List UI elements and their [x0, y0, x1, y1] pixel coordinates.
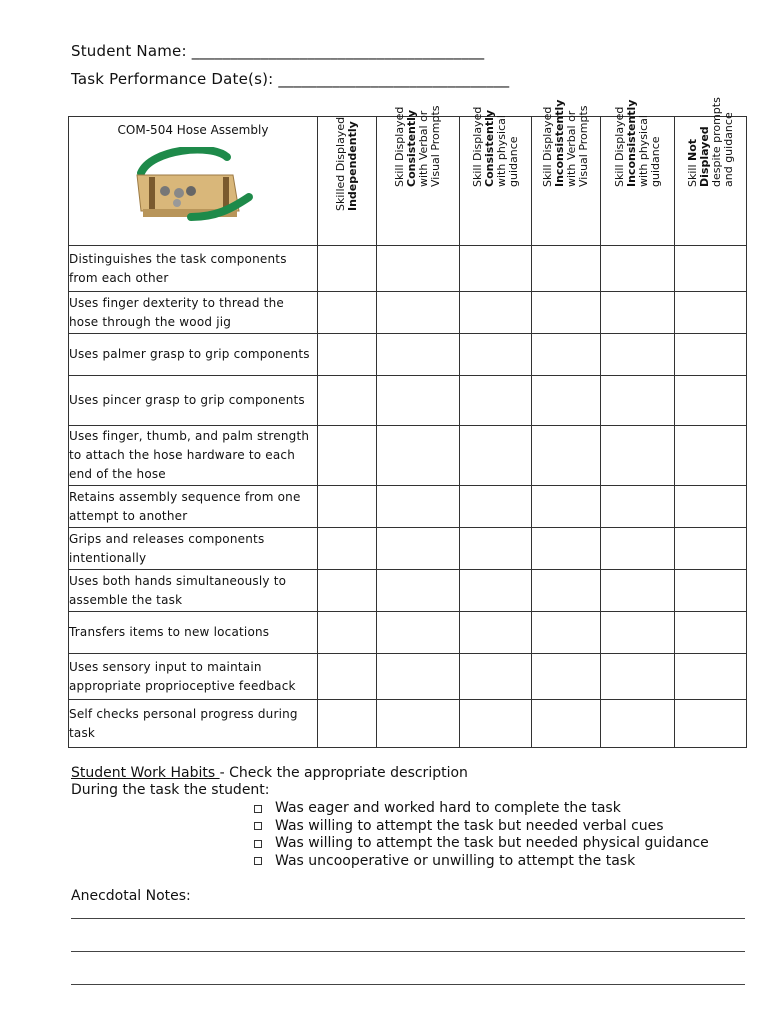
work-habits-lead: During the task the student: [71, 782, 270, 798]
habit-option[interactable] [252, 800, 709, 818]
rating-cell[interactable] [675, 612, 747, 654]
rating-cell[interactable] [532, 612, 601, 654]
rating-cell[interactable] [318, 292, 377, 334]
rating-cell[interactable] [377, 528, 460, 570]
skill-label: Distinguishes the task components from each other [69, 246, 318, 292]
column-header-line: with Verbal or [565, 110, 578, 187]
rating-cell[interactable] [601, 570, 675, 612]
column-header-line: Displayed [697, 126, 711, 187]
rating-cell[interactable] [601, 292, 675, 334]
rating-cell[interactable] [377, 426, 460, 486]
column-header-line: Skill Displayed [393, 106, 406, 187]
rating-cell[interactable] [460, 654, 532, 700]
task-date-field[interactable]: Task Performance Date(s): ______________________________ [71, 70, 510, 88]
column-header-line: Inconsistently [553, 99, 566, 187]
habit-option-label: Was uncooperative or unwilling to attempt the task [275, 852, 636, 869]
habit-option-label: Was willing to attempt the task but needed verbal cues [275, 817, 664, 834]
rating-cell[interactable] [460, 292, 532, 334]
rating-cell[interactable] [318, 570, 377, 612]
column-header-line: Independently [346, 121, 359, 211]
column-header-line: Skill Displayed [470, 106, 484, 187]
rating-cell[interactable] [675, 292, 747, 334]
rating-cell[interactable] [460, 246, 532, 292]
rating-cell[interactable] [318, 376, 377, 426]
rating-column-header [377, 105, 460, 246]
rating-cell[interactable] [601, 700, 675, 748]
hose-assembly-photo [131, 147, 256, 225]
rating-cell[interactable] [377, 486, 460, 528]
skill-label: Self checks personal progress during task [69, 700, 318, 748]
checkbox[interactable] [254, 822, 262, 830]
rating-cell[interactable] [675, 570, 747, 612]
habit-option[interactable] [252, 835, 709, 853]
rating-cell[interactable] [532, 426, 601, 486]
rating-cell[interactable] [318, 486, 377, 528]
skill-label: Uses finger dexterity to thread the hose through the wood jig [69, 292, 318, 334]
habit-option[interactable] [252, 818, 709, 836]
notes-line[interactable] [71, 951, 745, 952]
skill-label: Uses finger, thumb, and palm strength to attach the hose hardware to each end of the hose [69, 426, 318, 486]
rating-cell[interactable] [318, 654, 377, 700]
skill-label: Transfers items to new locations [69, 612, 318, 654]
rating-column-header [601, 99, 675, 246]
rating-cell[interactable] [675, 246, 747, 292]
rating-cell[interactable] [377, 570, 460, 612]
rating-cell[interactable] [601, 376, 675, 426]
rating-cell[interactable] [675, 486, 747, 528]
rating-cell[interactable] [532, 292, 601, 334]
work-habits-section [71, 765, 468, 799]
rating-cell[interactable] [460, 570, 532, 612]
rating-cell[interactable] [318, 528, 377, 570]
column-header-line: with physical [636, 115, 650, 187]
column-header-line: Consistently [482, 109, 496, 187]
skills-rubric-table [68, 97, 747, 748]
habit-option-label: Was willing to attempt the task but needed physical guidance [275, 835, 709, 851]
rating-cell[interactable] [377, 292, 460, 334]
skill-label: Retains assembly sequence from one attempt to another [69, 486, 318, 528]
column-header-line: Consistently [405, 109, 418, 187]
column-header-line: Visual Prompts [429, 105, 442, 187]
skill-row [69, 486, 747, 528]
work-habits-title: Student Work Habits [71, 765, 220, 781]
rating-cell[interactable] [377, 334, 460, 376]
rating-cell[interactable] [532, 528, 601, 570]
rating-cell[interactable] [460, 612, 532, 654]
rating-cell[interactable] [460, 528, 532, 570]
habit-option[interactable] [252, 853, 709, 871]
rating-cell[interactable] [318, 612, 377, 654]
rating-cell[interactable] [318, 700, 377, 748]
rating-cell[interactable] [532, 654, 601, 700]
column-header-line: Skill Displayed [541, 106, 554, 187]
rating-cell[interactable] [675, 528, 747, 570]
rating-cell[interactable] [532, 334, 601, 376]
rating-cell[interactable] [460, 334, 532, 376]
checkbox[interactable] [254, 805, 262, 813]
rating-cell[interactable] [460, 486, 532, 528]
skill-label: Uses both hands simultaneously to assemble the task [69, 570, 318, 612]
work-habits-options [252, 800, 709, 870]
rating-cell[interactable] [318, 426, 377, 486]
skill-row [69, 334, 747, 376]
column-header-line: Skill Not [685, 138, 699, 187]
rating-cell[interactable] [601, 426, 675, 486]
work-habits-instruction: - Check the appropriate description [219, 765, 468, 781]
column-header-line: and guidance [721, 112, 735, 187]
skill-row [69, 246, 747, 292]
skill-row [69, 612, 747, 654]
skill-label: Grips and releases components intentionally [69, 528, 318, 570]
rating-cell[interactable] [377, 612, 460, 654]
checkbox[interactable] [254, 857, 262, 865]
rating-cell[interactable] [532, 570, 601, 612]
rating-column-header [532, 99, 601, 246]
rating-cell[interactable] [460, 376, 532, 426]
skill-row [69, 292, 747, 334]
column-header-line: Skill Displayed [612, 106, 626, 187]
rating-cell[interactable] [601, 528, 675, 570]
skill-row [69, 426, 747, 486]
notes-line[interactable] [71, 918, 745, 919]
column-header-line: Visual Prompts [577, 105, 590, 187]
rating-cell[interactable] [532, 376, 601, 426]
rating-cell[interactable] [532, 246, 601, 292]
rating-cell[interactable] [318, 334, 377, 376]
skill-label: Uses sensory input to maintain appropriate proprioceptive feedback [69, 654, 318, 700]
rubric-title-cell [69, 117, 318, 246]
skill-row [69, 654, 747, 700]
skill-row [69, 570, 747, 612]
rating-cell[interactable] [318, 246, 377, 292]
rating-cell[interactable] [377, 376, 460, 426]
column-header-line: guidance [648, 136, 662, 187]
rating-cell[interactable] [532, 486, 601, 528]
rating-cell[interactable] [601, 654, 675, 700]
skill-label: Uses palmer grasp to grip components [69, 334, 318, 376]
skill-row [69, 528, 747, 570]
rating-column-header [460, 106, 532, 246]
rating-cell[interactable] [675, 334, 747, 376]
column-header-line: with physical [494, 115, 508, 187]
rating-cell[interactable] [377, 654, 460, 700]
rating-column-header [675, 97, 747, 246]
rating-cell[interactable] [675, 426, 747, 486]
column-header-line: Inconsistently [624, 99, 638, 187]
checkbox[interactable] [254, 840, 262, 848]
column-header-line: despite prompts [709, 97, 723, 187]
habit-option-label: Was eager and worked hard to complete the task [275, 800, 621, 816]
rating-cell[interactable] [460, 700, 532, 748]
rating-cell[interactable] [532, 700, 601, 748]
rating-cell[interactable] [675, 654, 747, 700]
notes-line[interactable] [71, 984, 745, 985]
rating-cell[interactable] [377, 246, 460, 292]
student-name-field[interactable]: Student Name: ______________________________________ [71, 42, 485, 60]
column-header-line: with Verbal or [417, 110, 430, 187]
rating-cell[interactable] [675, 700, 747, 748]
rubric-title: COM-504 Hose Assembly [117, 123, 269, 137]
rating-cell[interactable] [601, 486, 675, 528]
rating-cell[interactable] [460, 426, 532, 486]
rating-column-header [318, 117, 377, 246]
anecdotal-notes-label: Anecdotal Notes: [71, 888, 191, 904]
skill-label: Uses pincer grasp to grip components [69, 376, 318, 426]
rating-cell[interactable] [377, 700, 460, 748]
skill-row [69, 376, 747, 426]
rating-cell[interactable] [601, 246, 675, 292]
rating-cell[interactable] [601, 334, 675, 376]
column-header-line: guidance [506, 136, 520, 187]
rating-cell[interactable] [675, 376, 747, 426]
skill-row [69, 700, 747, 748]
rating-cell[interactable] [601, 612, 675, 654]
column-header-line: Skilled Displayed [334, 116, 347, 211]
